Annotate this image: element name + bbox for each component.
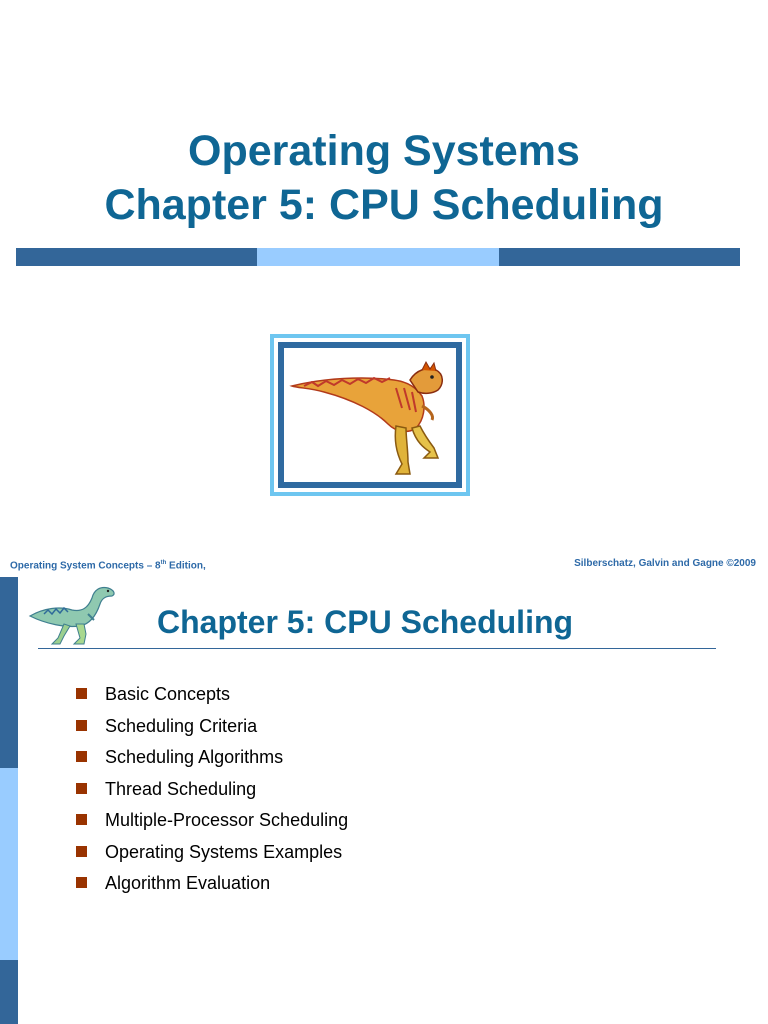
- divider-segment-light: [257, 248, 498, 266]
- list-item: Algorithm Evaluation: [75, 873, 348, 905]
- dinosaur-icon: [26, 580, 118, 648]
- footer-authors: Silberschatz, Galvin and Gagne ©2009: [574, 558, 756, 569]
- side-bar-segment-dark: [0, 577, 18, 768]
- square-bullet-icon: [76, 751, 87, 762]
- square-bullet-icon: [76, 783, 87, 794]
- slide1-title: [0, 124, 768, 232]
- slide2-title: Chapter 5: CPU Scheduling: [157, 604, 574, 640]
- square-bullet-icon: [76, 846, 87, 857]
- slide1-title-line2: Chapter 5: CPU Scheduling: [104, 181, 664, 229]
- square-bullet-icon: [76, 688, 87, 699]
- slide1-title-line1: Operating Systems: [188, 127, 580, 175]
- dinosaur-image-frame: [270, 334, 470, 496]
- side-bar-segment-dark: [0, 960, 18, 1024]
- footer-book-title: Operating System Concepts – 8th Edition,: [10, 560, 206, 572]
- divider-segment-dark: [499, 248, 740, 266]
- dinosaur-icon: [284, 348, 464, 490]
- topic-list: [75, 684, 348, 905]
- slide2-logo: [26, 580, 118, 648]
- divider-segment-dark: [16, 248, 257, 266]
- list-item: Scheduling Algorithms: [75, 747, 348, 779]
- list-item: Operating Systems Examples: [75, 842, 348, 874]
- list-item: Basic Concepts: [75, 684, 348, 716]
- list-item: Scheduling Criteria: [75, 716, 348, 748]
- side-bar-segment-light: [0, 768, 18, 960]
- slide2-title-rule: [38, 648, 716, 649]
- square-bullet-icon: [76, 814, 87, 825]
- square-bullet-icon: [76, 877, 87, 888]
- list-item: Thread Scheduling: [75, 779, 348, 811]
- title-divider-bar: [16, 248, 740, 266]
- list-item: Multiple-Processor Scheduling: [75, 810, 348, 842]
- square-bullet-icon: [76, 720, 87, 731]
- slide2-side-bar: [0, 577, 18, 1024]
